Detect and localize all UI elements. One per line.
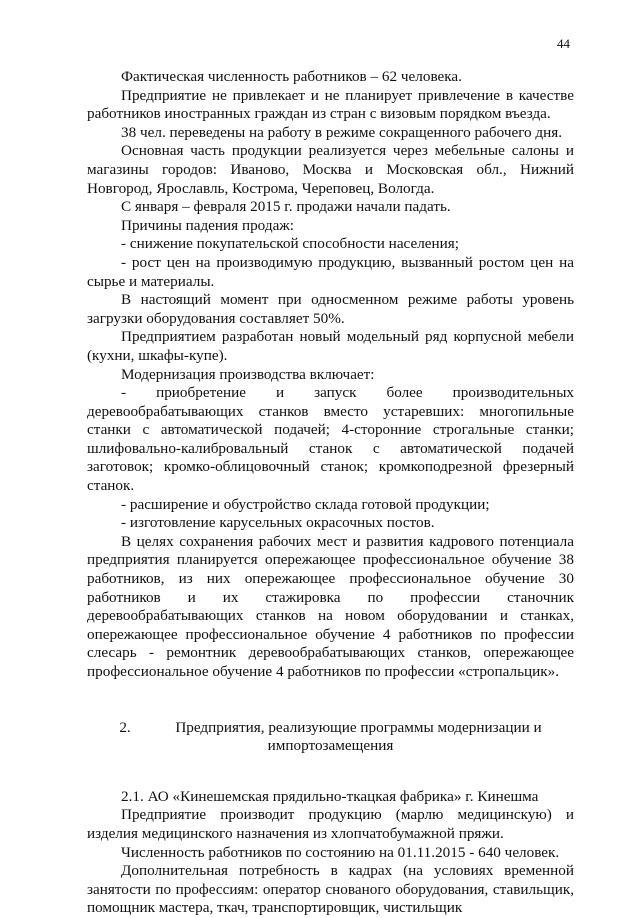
paragraph-new-product-line: Предприятием разработан новый модельный ряд корпусной мебели (кухни, шкафы-купе). xyxy=(87,328,574,364)
list-item-painting-posts: - изготовление карусельных окрасочных постов. xyxy=(121,514,435,532)
paragraph-decline-reasons: Причины падения продаж: xyxy=(121,216,295,234)
paragraph-staffing-needs: Дополнительная потребность в кадрах (на условиях временной занятости по профессиям: оператор снованого оборудования, ставильщик, помощник мастера, ткач, транспортировщик, чистильщик xyxy=(87,862,574,917)
section-title-line1: Предприятия, реализующие программы модернизации и xyxy=(175,718,542,736)
section-title-line2: импортозамещения xyxy=(267,737,394,755)
list-item-purchasing-power: - снижение покупательской способности населения; xyxy=(121,235,460,253)
list-item-price-growth: - рост цен на производимую продукцию, вызванный ростом цен на сырье и материалы. xyxy=(87,253,574,290)
paragraph-foreign-workers: Предприятие не привлекает и не планирует привлечение в качестве работников иностранных граждан из стран с визовым порядком въезда. xyxy=(87,86,574,123)
paragraph-headcount-2015: Численность работников по состоянию на 01.11.2015 - 640 человек. xyxy=(121,843,560,861)
paragraph-training: В целях сохранения рабочих мест и развития кадрового потенциала предприятия планируется опережающее профессиональное обучение 38 работников, из них опережающее профессиональное обучение 30 работников и их стажировка по профессии станочник деревообрабатывающих станков на новом оборудовании и станках, опережающее профессиональное обучение 4 работников по профессии слесарь - ремонтник деревообрабатывающих станков, опережающее профессиональное обучение 4 работников по профессии «стропальцик». xyxy=(87,532,574,680)
paragraph-modernization-intro: Модернизация производства включает: xyxy=(121,365,375,383)
section-number: 2. xyxy=(119,718,131,736)
paragraph-reduced-hours: 38 чел. переведены на работу в режиме сокращенного рабочего дня. xyxy=(121,123,563,141)
paragraph-sales-channels: Основная часть продукции реализуется через мебельные салоны и магазины городов: Иваново, Москва и Московская обл., Нижний Новгород, Ярославль, Кострома, Череповец, Вологда. xyxy=(87,142,574,197)
paragraph-products: Предприятие производит продукцию (марлю медицинскую) и изделия медицинского назначения из хлопчатобумажной пряжи. xyxy=(87,806,574,842)
section-heading xyxy=(87,719,574,756)
subsection-heading: 2.1. АО «Кинешемская прядильно-ткацкая фабрика» г. Кинешма xyxy=(121,787,539,805)
page-number: 44 xyxy=(557,36,570,51)
list-item-warehouse: - расширение и обустройство склада готовой продукции; xyxy=(121,495,490,513)
paragraph-headcount: Фактическая численность работников – 62 человека. xyxy=(121,68,462,85)
paragraph-equipment-load: В настоящий момент при односменном режиме работы уровень загрузки оборудования составляет 50%. xyxy=(87,291,574,327)
document-body xyxy=(87,68,574,918)
list-item-new-machines: - приобретение и запуск более производительных деревообрабатывающих станков вместо устаревших: многопильные станки с автоматической подачей; 4-сторонние строгальные станки; шлифовально-калибровальный станок с автоматической подачей заготовок; кромко-облицовочный станок; кромкоподрезной фрезерный станок. xyxy=(87,384,574,495)
paragraph-sales-decline: С января – февраля 2015 г. продажи начали падать. xyxy=(121,198,451,216)
